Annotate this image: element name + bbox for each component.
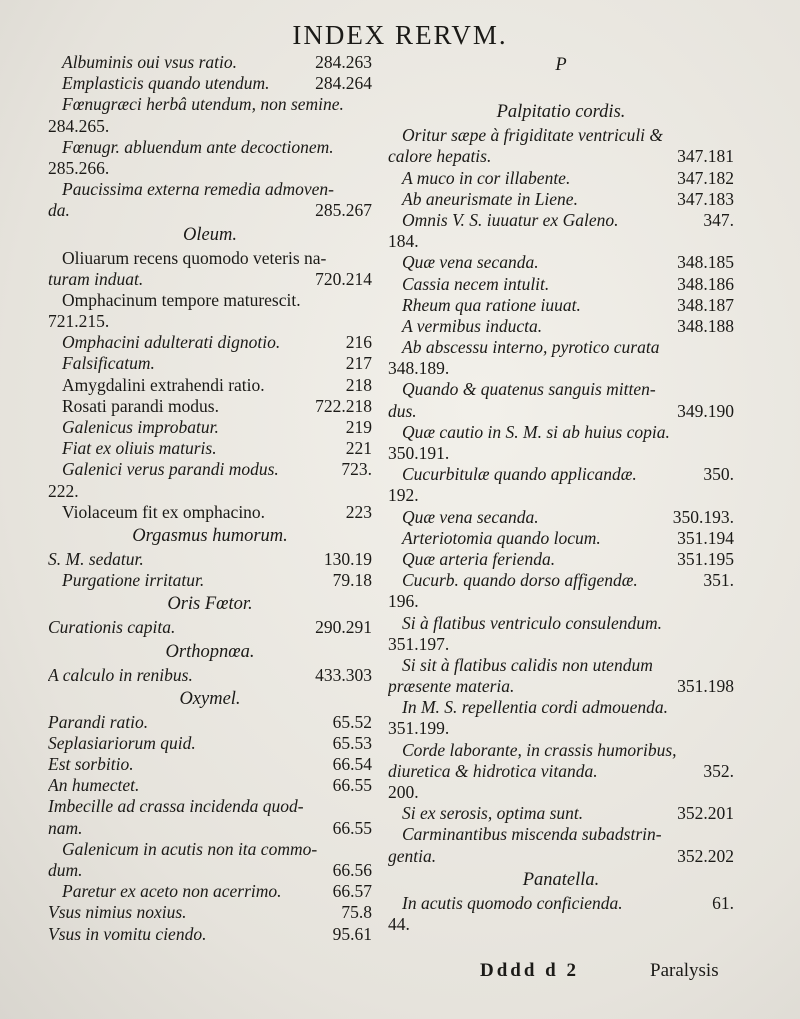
page-reference: 66.55 [332,817,372,838]
page-reference: 351.195 [677,548,734,569]
index-entry [48,502,372,523]
index-entry [48,179,372,200]
index-entry [48,375,372,396]
entry-text: Rheum qua ratione iuuat. [402,294,581,315]
entry-text: da. [48,200,70,221]
index-entry [48,116,372,137]
index-entry [48,617,372,638]
index-entry [388,316,734,337]
entry-text: 721.215. [48,311,110,332]
entry-text: Falsificatum. [62,353,155,374]
entry-text: 285.266. [48,157,110,178]
page-reference: 290.291 [315,617,372,638]
index-entry [388,761,734,782]
index-entry [48,353,372,374]
entry-text: Seplasiariorum quid. [48,732,196,753]
index-entry [388,422,734,443]
index-entry [388,189,734,210]
entry-text: P [555,55,567,75]
entry-text: Emplasticis quando utendum. [62,73,270,94]
page-reference: 350.193. [672,506,734,527]
index-entry [388,358,734,379]
index-entry [48,73,372,94]
index-entry [388,740,734,761]
index-entry [388,782,734,803]
entry-text: Quando & quatenus sanguis mitten- [402,379,656,400]
page-reference: 217 [345,353,372,374]
page-reference: 66.54 [332,754,372,775]
index-entry [48,290,372,311]
entry-text: Si sit à flatibus calidis non utendum [402,654,653,675]
index-heading [48,222,372,248]
page-reference: 221 [345,438,372,459]
page-reference: 75.8 [341,902,372,923]
entry-text: 196. [388,591,419,612]
index-entry [388,274,734,295]
page-reference: 348.186 [677,273,734,294]
index-entry [48,733,372,754]
entry-text: Rosati parandi modus. [62,395,219,416]
index-entry [48,570,372,591]
entry-text: Paucissima externa remedia admoven- [62,179,334,200]
index-entry [388,613,734,634]
index-entry [388,507,734,528]
entry-text: Omphacinum tempore maturescit. [62,289,301,310]
index-entry [388,718,734,739]
page-reference: 284.264 [315,73,372,94]
page-reference: 348.185 [677,252,734,273]
page-reference: 347.182 [677,167,734,188]
index-entry [388,591,734,612]
entry-text: Cucurbitulæ quando applicandæ. [402,464,637,485]
index-column-left [48,52,372,945]
page-reference: 352.202 [677,845,734,866]
entry-text: Panatella. [522,869,600,890]
index-entry [388,210,734,231]
entry-text: Orthopnœa. [165,641,255,662]
index-entry [48,52,372,73]
index-entry [48,839,372,860]
index-entry [48,332,372,353]
page-reference: 352.201 [677,803,734,824]
page-reference: 218 [345,374,372,395]
entry-text: Amygdalini extrahendi ratio. [62,374,265,395]
index-entry [388,846,734,867]
index-entry [388,464,734,485]
index-entry [48,712,372,733]
page-reference: 350. [703,464,734,485]
entry-text: Vsus nimius noxius. [48,902,187,923]
entry-text: 184. [388,231,419,252]
index-entry [388,676,734,697]
entry-text: Paretur ex aceto non acerrimo. [62,881,282,902]
entry-text: Carminantibus miscenda subadstrin- [402,824,662,845]
index-heading [48,591,372,617]
page-reference: 130.19 [323,548,372,569]
entry-text: Fœnugræci herbâ utendum, non semine. [62,94,344,115]
index-entry [388,824,734,845]
index-entry [48,248,372,269]
entry-text: Oris Fœtor. [167,594,253,615]
index-entry [48,775,372,796]
index-entry [48,754,372,775]
entry-text: Vsus in vomitu ciendo. [48,923,207,944]
entry-text: 348.189. [388,358,450,379]
page-reference: 352. [703,760,734,781]
index-entry [388,697,734,718]
page-title: INDEX RERVM. [292,20,508,50]
index-entry [388,78,734,99]
page-reference: 65.53 [332,732,372,753]
entry-text: calore hepatis. [388,146,492,167]
index-entry [48,881,372,902]
entry-text: Oleum. [183,224,237,245]
index-entry [388,893,734,914]
index-entry [388,914,734,935]
index-entry [388,549,734,570]
page-reference: 95.61 [332,923,372,944]
page-reference: 66.55 [332,775,372,796]
entry-text: Oxymel. [179,688,241,709]
index-entry [388,803,734,824]
index-entry [388,634,734,655]
page-reference: 79.18 [332,570,372,591]
page-reference: 216 [345,332,372,353]
page-reference: 433.303 [315,664,372,685]
index-entry [388,125,734,146]
page-reference: 66.56 [332,860,372,880]
index-entry [388,252,734,273]
entry-text: Fiat ex oliuis maturis. [62,438,217,459]
entry-text: Curationis capita. [48,617,176,638]
index-entry [388,570,734,591]
entry-text: Quæ arteria ferienda. [402,548,556,569]
entry-text: præsente materia. [388,676,515,697]
entry-text: 350.191. [388,443,450,463]
page-reference: 349.190 [677,400,734,421]
page-reference: 65.52 [332,711,372,732]
entry-text: Ab aneurismate in Liene. [402,188,578,209]
entry-text: Est sorbitio. [48,754,134,775]
index-entry [48,796,372,817]
index-column-right [388,52,734,935]
entry-text: Orgasmus humorum. [132,525,288,546]
index-entry [388,231,734,252]
entry-text: dum. [48,860,83,880]
entry-text: turam induat. [48,268,144,289]
index-entry [388,443,734,464]
index-entry [48,665,372,686]
catchword: Paralysis [650,960,719,981]
index-entry [48,860,372,881]
entry-text: Oritur sæpe à frigiditate ventriculi & [402,125,664,146]
entry-text: Si ex serosis, optima sunt. [402,803,584,824]
page-reference: 223 [345,501,372,522]
page-reference: 722.218 [315,395,372,416]
entry-text: Omphacini adulterati dignotio. [62,332,281,353]
entry-text: Arteriotomia quando locum. [402,527,601,548]
entry-text: Cassia necem intulit. [402,273,550,294]
index-entry [48,481,372,502]
index-heading [48,639,372,665]
index-entry [388,655,734,676]
page-reference: 285.267 [315,200,372,221]
entry-text: An humectet. [48,775,140,796]
entry-text: Parandi ratio. [48,711,149,732]
index-entry [48,549,372,570]
index-entry [48,438,372,459]
index-entry [48,311,372,332]
entry-text: A calculo in renibus. [48,664,193,685]
index-entry [48,459,372,480]
index-heading [388,52,734,78]
entry-text: Albuminis oui vsus ratio. [62,52,238,72]
entry-text: S. M. sedatur. [48,548,144,569]
page-reference: 351.194 [677,527,734,548]
page-reference: 347. [703,209,734,230]
index-entry [388,485,734,506]
entry-text: A vermibus inducta. [402,315,543,336]
index-entry [48,137,372,158]
index-entry [48,417,372,438]
entry-text: Galenicum in acutis non ita commo- [62,838,318,859]
page-reference: 723. [341,459,372,480]
entry-text: Galenicus improbatur. [62,417,219,437]
index-heading [48,523,372,549]
entry-text: Quæ cautio in S. M. si ab huius copia. [402,421,670,442]
entry-text: Cucurb. quando dorso affigendæ. [402,570,638,591]
entry-text: In M. S. repellentia cordi admouenda. [402,697,669,718]
entry-text: nam. [48,817,83,838]
entry-text: Purgatione irritatur. [62,570,205,591]
page-reference: 720.214 [315,268,372,289]
entry-text: Quæ vena secanda. [402,252,539,273]
entry-text: 192. [388,485,419,506]
index-entry [48,94,372,115]
index-heading [48,686,372,712]
page-reference: 351. [703,570,734,591]
entry-text: Oliuarum recens quomodo veteris na- [62,247,327,268]
index-entry [48,818,372,839]
entry-text: diuretica & hidrotica vitanda. [388,760,598,781]
entry-text: Fœnugr. abluendum ante decoctionem. [62,136,334,157]
page-reference: 347.181 [677,146,734,167]
index-entry [388,168,734,189]
entry-text: 222. [48,480,79,501]
index-heading [388,99,734,125]
page-reference: 348.187 [677,294,734,315]
signature-mark: Dddd d 2 [480,960,579,981]
index-entry [388,528,734,549]
entry-text: Violaceum fit ex omphacino. [62,501,266,522]
entry-text: 284.265. [48,115,110,136]
entry-text: Imbecille ad crassa incidenda quod- [48,796,304,817]
entry-text: Si à flatibus ventriculo consulendum. [402,612,663,633]
entry-text: Corde laborante, in crassis humoribus, [402,739,677,760]
entry-text: 351.197. [388,633,450,654]
entry-text: gentia. [388,845,437,866]
page-reference: 66.57 [332,881,372,902]
index-entry [388,401,734,422]
page-reference: 284.263 [315,52,372,72]
index-entry [48,158,372,179]
entry-text: Galenici verus parandi modus. [62,459,279,480]
index-entry [48,902,372,923]
page-reference: 61. [712,892,734,913]
entry-text: 351.199. [388,718,450,739]
page-reference: 348.188 [677,315,734,336]
index-heading [388,867,734,893]
entry-text: dus. [388,400,417,421]
index-entry [388,379,734,400]
index-entry [48,200,372,221]
index-entry [388,295,734,316]
entry-text: Quæ vena secanda. [402,506,539,527]
index-entry [48,269,372,290]
entry-text: A muco in cor illabente. [402,167,571,188]
index-entry [48,396,372,417]
page-reference: 219 [345,417,372,437]
entry-text: 44. [388,913,410,934]
index-entry [388,337,734,358]
entry-text: 200. [388,782,419,802]
entry-text: Ab abscessu interno, pyrotico curata [402,337,660,358]
entry-text: Palpitatio cordis. [496,102,626,123]
page-reference: 347.183 [677,188,734,209]
entry-text: In acutis quomodo conficienda. [402,892,623,913]
index-entry [48,924,372,945]
page-reference: 351.198 [677,676,734,697]
entry-text: Omnis V. S. iuuatur ex Galeno. [402,209,619,230]
index-entry [388,146,734,167]
